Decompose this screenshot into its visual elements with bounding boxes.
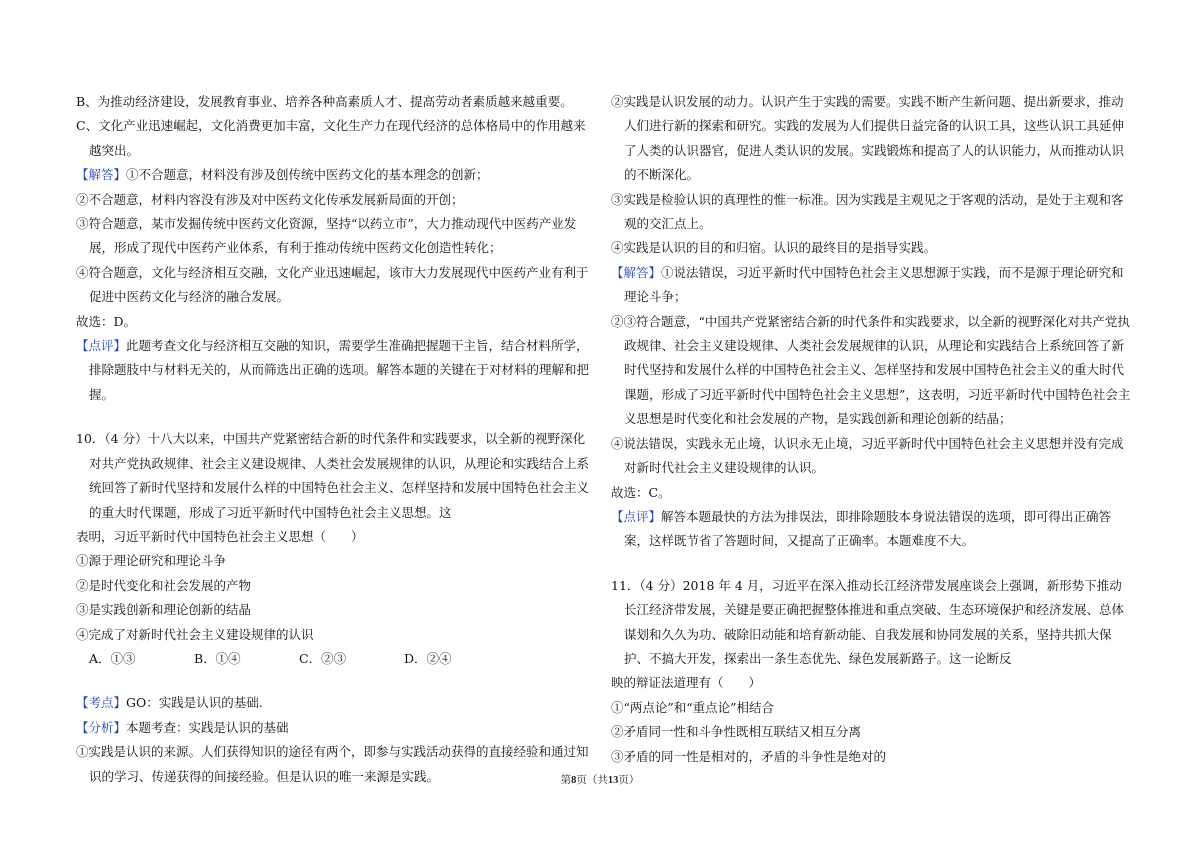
- right-column: [611, 90, 1131, 769]
- answer-line-3: ③符合题意，某市发掘传统中医药文化资源，坚持“以药立市”，大力推动现代中医药产业发展，形成了现代中医药产业体系，有利于推动传统中医药文化创造性转化；: [76, 216, 577, 256]
- question-11-stem-cont: 映的辩证法道理有（ ）: [611, 675, 762, 691]
- statement-1: ①源于理论研究和理论斗争: [76, 553, 227, 569]
- knowledge-point: 【考点】GO：实践是认识的基础.: [76, 695, 263, 711]
- statement-11-2: ②矛盾同一性和斗争性既相互联结又相互分离: [611, 724, 862, 740]
- comment-10-block: 【点评】解答本题最快的方法为排误法，即排除题肢本身说法错误的选项，即可得出正确答案，这样既节省了答题时间，又提高了正确率。本题难度不大。: [611, 508, 1112, 549]
- answer-10-line-3: ④说法错误，实践永无止境，认识永无止境，习近平新时代中国特色社会主义思想并没有完成对新时代社会主义建设规律的认识。: [611, 435, 1124, 476]
- option-b-text: B、为推动经济建设，发展教育事业、培养各种高素质人才、提高劳动者素质越来越重要。: [76, 94, 573, 109]
- option-d: D．②④: [404, 650, 452, 666]
- choice-result-10: 故选：C。: [611, 484, 671, 500]
- statement-2: ②是时代变化和社会发展的产物: [76, 577, 252, 593]
- statement-11-1: ①“两点论”和“重点论”相结合: [611, 699, 775, 715]
- analysis-line: 【分析】本题考查：实践是认识的基础: [76, 719, 289, 735]
- question-10-stem-cont: 表明，习近平新时代中国特色社会主义思想（ ）: [76, 528, 364, 544]
- analysis-point-4: ④实践是认识的目的和归宿。认识的最终目的是指导实践。: [611, 240, 937, 256]
- answer-10-line-1: 【解答】①说法错误，习近平新时代中国特色社会主义思想源于实践，而不是源于理论研究和理论斗争；: [611, 264, 1124, 305]
- choice-result: 故选：D。: [76, 313, 137, 329]
- answer-options: [76, 647, 594, 671]
- answer-line-2: ②不合题意，材料内容没有涉及对中医药文化传承发展新局面的开创；: [76, 191, 464, 207]
- analysis-tag: 【分析】: [76, 719, 127, 735]
- option-c: C．②③: [299, 650, 347, 666]
- statement-11-3: ③矛盾的同一性是相对的，矛盾的斗争性是绝对的: [611, 748, 887, 764]
- comment-tag: 【点评】: [611, 508, 662, 524]
- answer-tag: 【解答】: [611, 264, 662, 280]
- statement-4: ④完成了对新时代社会主义建设规律的认识: [76, 626, 314, 642]
- analysis-point-1: ①实践是认识的来源。人们获得知识的途径有两个，即参与实践活动获得的直接经验和通过知识的学习、传递获得的间接经验。但是认识的唯一来源是实践。: [76, 744, 589, 784]
- question-10-stem: 10．（4 分）十八大以来，中国共产党紧密结合新的时代条件和实践要求，以全新的视野深化对共产党执政规律、社会主义建设规律、人类社会发展规律的认识，从理论和实践结合上系统回答了新时代坚持和发展什么样的中国特色社会主义、怎样坚持和发展中国特色社会主义的重大时代课题，形成了习近平新时代中国特色社会主义思想。这: [76, 431, 590, 520]
- total-pages: 13: [607, 775, 619, 786]
- comment-tag: 【点评】: [76, 338, 127, 354]
- option-b: B．①④: [194, 650, 241, 666]
- comment-block: 【点评】此题考查文化与经济相互交融的知识，需要学生准确把握题干主旨，结合材料所学，排除题肢中与材料无关的，从而筛选出正确的选项。解答本题的关键在于对材料的理解和把握。: [76, 338, 590, 402]
- analysis-point-3: ③实践是检验认识的真理性的惟一标准。因为实践是主观见之于客观的活动，是处于主观和客观的交汇点上。: [611, 191, 1124, 232]
- answer-10-line-2: ②③符合题意，“中国共产党紧密结合新的时代条件和实践要求，以全新的视野深化对共产党执政规律、社会主义建设规律、人类社会发展规律的认识，从理论和实践结合上系统回答了新时代坚持和发展什么样的中国特色社会主义、怎样坚持和发展中国特色社会主义的重大时代课题，形成了习近平新时代中国特色社会主义思想”，这表明，习近平新时代中国特色社会主义思想是时代变化和社会发展的产物，是实践创新和理论创新的结晶；: [611, 313, 1131, 427]
- option-c-text: C、文化产业迅速崛起，文化消费更加丰富，文化生产力在现代经济的总体格局中的作用越来越突出。: [76, 118, 586, 158]
- analysis-point-2: ②实践是认识发展的动力。认识产生于实践的需要。实践不断产生新问题、提出新要求，推动人们进行新的探索和研究。实践的发展为人们提供日益完备的认识工具，这些认识工具延伸了人类的认识器官，促进人类认识的发展。实践锻炼和提高了人的认识能力，从而推动认识的不断深化。: [611, 94, 1125, 183]
- statement-3: ③是实践创新和理论创新的结晶: [76, 602, 252, 618]
- page-footer: 第8页（共13页）: [560, 774, 640, 786]
- answer-line-4: ④符合题意，文化与经济相互交融，文化产业迅速崛起，该市大力发展现代中医药产业有利于促进中医药文化与经济的融合发展。: [76, 264, 589, 305]
- answer-line-1: 【解答】①不合题意，材料没有涉及创传统中医药文化的基本理念的创新；: [76, 167, 489, 183]
- answer-tag: 【解答】: [76, 167, 127, 183]
- question-11-stem: 11．（4 分）2018 年 4 月，习近平在深入推动长江经济带发展座谈会上强调，新形势下推动长江经济带发展，关键是要正确把握整体推进和重点突破、生态环境保护和经济发展、总体谋划和久久为功、破除旧动能和培育新动能、自我发展和协同发展的关系，坚持共抓大保护、不搞大开发，探索出一条生态优先、绿色发展新路子。这一论断反: [611, 577, 1125, 666]
- option-a: A．①③: [89, 650, 136, 666]
- page-number: 8: [571, 775, 577, 786]
- knowledge-tag: 【考点】: [76, 695, 127, 711]
- left-column: [76, 90, 594, 789]
